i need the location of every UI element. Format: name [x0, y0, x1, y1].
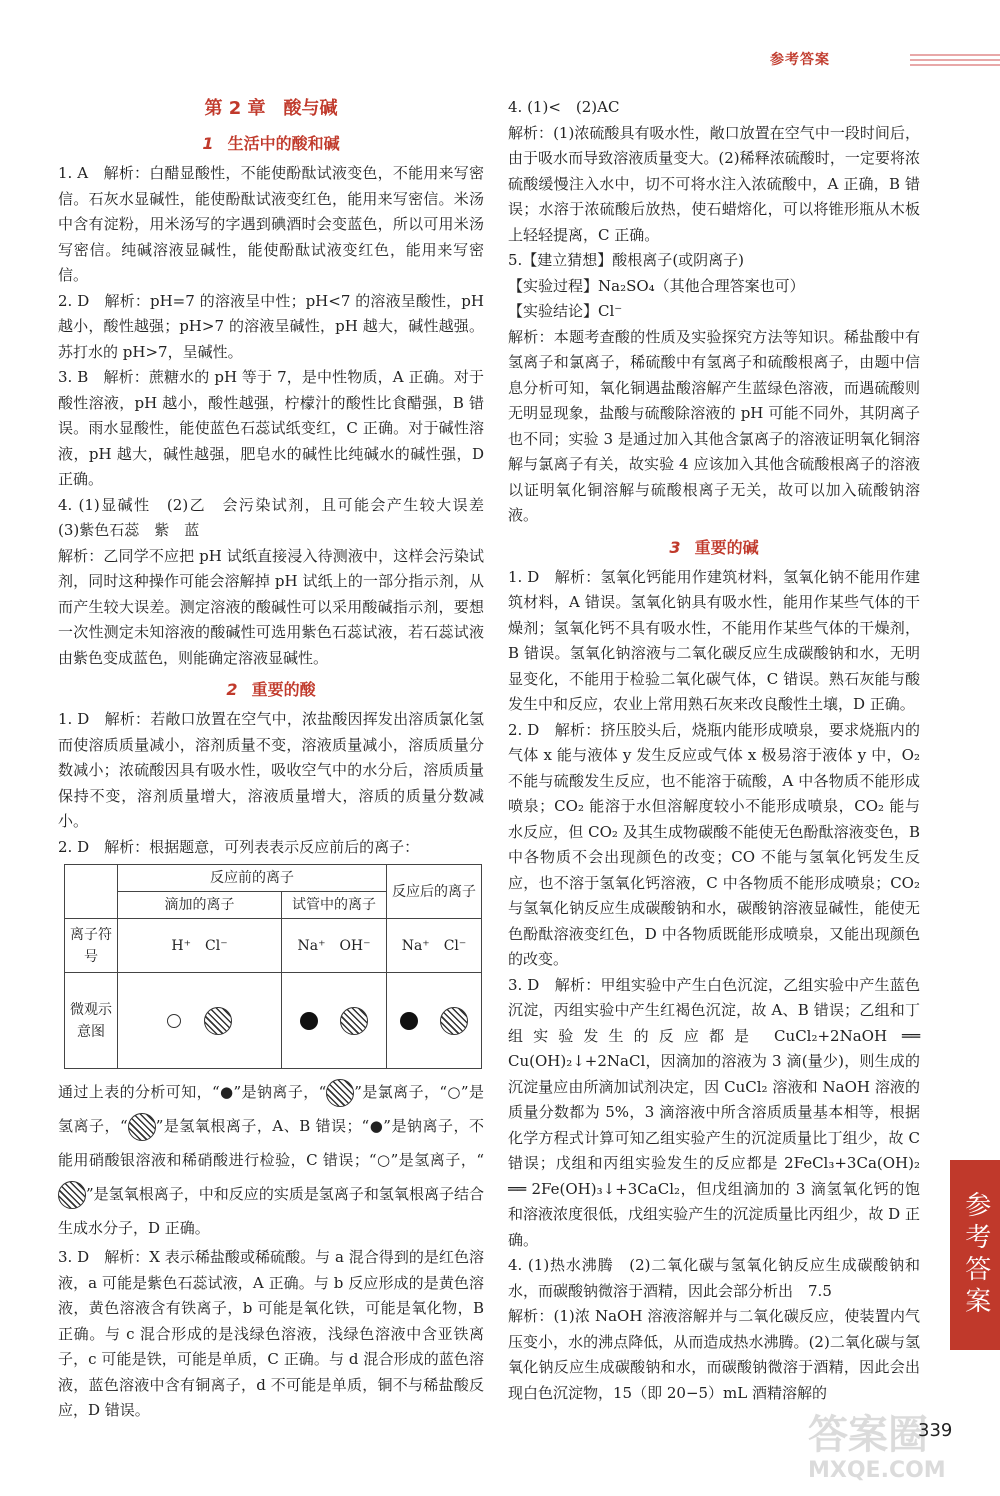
- table-header: 滴加的离子: [118, 892, 282, 919]
- answer-item: 1. D 解析：氢氧化钙能用作建筑材料，氢氧化钠不能用作建筑材料，A 错误。氢氧化钠具有吸水性，能用作某些气体的干燥剂；氢氧化钙不具有吸水性，不能用作某些气体的干燥剂，B 错误。氢氧化钠溶液与二氧化碳反应生成碳酸钠和水，无明显变化，不能用于检验二氧化碳气体，C 错误。熟石灰能与酸发生中和反应，农业上常用熟石灰来改良酸性土壤，D 正确。: [508, 567, 920, 713]
- watermark-url: MXQE.COM: [808, 1458, 946, 1483]
- row-label: 微观示意图: [65, 973, 118, 1069]
- answer-explanation: 解析：(1)浓 NaOH 溶液溶解并与二氧化碳反应，使装置内气压变小，水的沸点降低，从而造成热水沸腾。(2)二氧化碳与氢氧化钠反应生成碳酸钠和水，而碳酸钠微溶于酒精，因此会出现白色沉淀物，15（即 20−5）mL 酒精溶解的: [508, 1307, 920, 1402]
- page-number: 339: [918, 1420, 953, 1441]
- header-title: 参考答案: [770, 52, 830, 68]
- hydroxide-ion-icon: [340, 1007, 368, 1035]
- hydroxide-ion-icon: [128, 1113, 156, 1141]
- answer-explanation: 通过上表的分析可知，“●”是钠离子，“ ”是氯离子，“○”是氢离子，“ ”是氢氧根离子，A、B 错误；“●”是钠离子，不能用硝酸银溶液和稀硝酸进行检验，C 错误；“○”是氢离子，“”是氢氧根离子，中和反应的实质是氢离子和氢氧根离子结合生成水分子，D 正确。: [58, 1075, 484, 1245]
- answer-item: 3. D 解析：甲组实验中产生白色沉淀，乙组实验中产生蓝色沉淀，丙组实验中产生红褐色沉淀，故 A、B 错误；乙组和丁组实验发生的反应都是 CuCl₂+2NaOH ══ Cu(OH)₂↓+2NaCl，因滴加的溶液为 3 滴(量少)，则生成的沉淀量应由所滴加试剂决定，因 CuCl₂ 溶液和 NaOH 溶液的质量分数都为 5%，3 滴溶液中所含溶质质量基本相等，根据化学方程式计算可知乙组实验产生的沉淀质量比丁组少，故 C 错误；戊组和丙组实验发生的反应都是 2FeCl₃+3Ca(OH)₂ ══ 2Fe(OH)₃↓+3CaCl₂，但戊组滴加的 3 滴氢氧化钙的饱和溶液浓度很低，戊组实验产生的沉淀质量比丙组少，故 D 正确。: [508, 975, 920, 1249]
- right-column: [508, 95, 920, 1406]
- answer-explanation: 解析：本题考查酸的性质及实验探究方法等知识。稀盐酸中有氢离子和氯离子，稀硫酸中有氢离子和硫酸根离子，由题中信息分析可知，氧化铜遇盐酸溶解产生蓝绿色溶液，而遇硫酸则无明显现象，盐酸与硫酸除溶液的 pH 可能不同外，其阴离子也不同；实验 3 是通过加入其他含氯离子的溶液证明氧化铜溶解与氯离子有关，故实验 4 应该加入其他含硫酸根离子的溶液以证明氧化铜溶解与硫酸根离子无关，故可以加入硫酸钠溶液。: [508, 327, 920, 524]
- answer-item: 5.【建立猜想】酸根离子(或阴离子): [508, 251, 745, 269]
- answer-item: 3. D 解析：X 表示稀盐酸或稀硫酸。与 a 混合得到的是红色溶液，a 可能是紫色石蕊试液，A 正确。与 b 反应形成的是黄色溶液，黄色溶液含有铁离子，b 可能是氧化铁，可能是氧化物，B 正确。与 c 混合形成的是浅绿色溶液，浅绿色溶液中含亚铁离子，c 可能是铁，可能是单质，C 正确。与 d 混合形成的蓝色溶液，蓝色溶液中含有铜离子，d 不可能是单质，铜不与稀盐酸反应，D 错误。: [58, 1248, 484, 1419]
- table-header: 反应后的离子: [387, 865, 482, 919]
- chloride-ion-icon: [204, 1007, 232, 1035]
- answer-item: 2. D 解析：挤压胶头后，烧瓶内能形成喷泉，要求烧瓶内的气体 x 能与液体 y 发生反应或气体 x 极易溶于液体 y 中，O₂ 不能与硫酸发生反应，也不能溶于硫酸，A 中各物质不能形成喷泉；CO₂ 能溶于水但溶解度较小不能形成喷泉，CO₂ 能与水反应，但 CO₂ 及其生成物碳酸不能使无色酚酞溶液变色，B 中各物质不会出现颜色的改变；CO 不能与氢氧化钙发生反应，也不溶于氢氧化钙溶液，C 中各物质不能形成喷泉；CO₂ 与氢氧化钠反应生成碳酸钠和水，碳酸钠溶液显碱性，能使无色酚酞溶液变红色，D 中各物质既能形成喷泉，又能出现颜色的改变。: [508, 720, 920, 968]
- ion-table: [64, 864, 482, 1069]
- table-cell: [118, 973, 282, 1069]
- answer-item: 3. B 解析：蔗糖水的 pH 等于 7，是中性物质，A 正确。对于酸性溶液，pH 越小，酸性越强，柠檬汁的酸性比食醋强，B 错误。雨水显酸性，能使蓝色石蕊试纸变红，C 正确。对于碱性溶液，pH 越大，碱性越强，肥皂水的碱性比纯碱水的碱性强，D 正确。: [58, 368, 484, 488]
- answer-item: 4. (1)< (2)AC: [508, 98, 620, 116]
- answer-item: 1. A 解析：白醋显酸性，不能使酚酞试液变色，不能用来写密信。石灰水显碱性，能使酚酞试液变红色，能用来写密信。米汤中含有淀粉，用米汤写的字遇到碘酒时会变蓝色，所以可用米汤写密信。纯碱溶液显碱性，能使酚酞试液变红色，能用来写密信。: [58, 164, 484, 284]
- table-cell: [387, 973, 482, 1069]
- table-cell: Na⁺ Cl⁻: [387, 919, 482, 973]
- hydroxide-ion-icon: [58, 1181, 86, 1209]
- answer-explanation: 解析：乙同学不应把 pH 试纸直接浸入待测液中，这样会污染试剂，同时这种操作可能会溶解掉 pH 试纸上的一部分指示剂，从而产生较大误差。测定溶液的酸碱性可以采用酸碱指示剂，要想一次性测定未知溶液的酸碱性可选用紫色石蕊试液，若石蕊试液由紫色变成蓝色，则能确定溶液显碱性。: [58, 546, 484, 667]
- chloride-ion-icon: [326, 1079, 354, 1107]
- section-3-title: 3 重要的碱: [669, 537, 759, 557]
- answer-item: 1. D 解析：若敞口放置在空气中，浓盐酸因挥发出溶质氯化氢而使溶质质量减小，溶剂质量不变，溶液质量减小，溶质质量分数减小；浓硫酸因具有吸水性，吸收空气中的水分后，溶质质量保持不变，溶剂质量增大，溶液质量增大，溶质的质量分数减小。: [58, 710, 484, 830]
- page-header: [760, 40, 1000, 76]
- watermark: [808, 1412, 998, 1492]
- chloride-ion-icon: [440, 1007, 468, 1035]
- header-decoration: [910, 54, 1000, 68]
- table-cell: [282, 973, 387, 1069]
- row-label: 离子符号: [65, 919, 118, 973]
- chapter-title: 第 2 章 酸与碱: [204, 98, 338, 119]
- left-column: [58, 95, 500, 1424]
- table-header: 试管中的离子: [282, 892, 387, 919]
- hydrogen-ion-icon: [167, 1014, 181, 1028]
- answer-item: 2. D 解析：根据题意，可列表表示反应前后的离子：: [58, 837, 420, 856]
- sodium-ion-icon: [400, 1012, 418, 1030]
- section-2-title: 2 重要的酸: [226, 680, 316, 699]
- watermark-text: 答案圈: [808, 1412, 928, 1458]
- table-cell: H⁺ Cl⁻: [118, 919, 282, 973]
- table-header: 反应前的离子: [118, 865, 387, 892]
- answer-item: 4. (1)热水沸腾 (2)二氧化碳与氢氧化钠反应生成碳酸钠和水，而碳酸钠微溶于酒精，因此会部分析出 7.5: [508, 1256, 920, 1300]
- answer-item: 2. D 解析：pH=7 的溶液呈中性；pH<7 的溶液呈酸性，pH 越小，酸性越强；pH>7 的溶液呈碱性，pH 越大，碱性越强。苏打水的 pH>7，呈碱性。: [58, 291, 484, 361]
- table-cell: Na⁺ OH⁻: [282, 919, 387, 973]
- answer-explanation: 解析：(1)浓硫酸具有吸水性，敞口放置在空气中一段时间后，由于吸水而导致溶液质量变大。(2)稀释浓硫酸时，一定要将浓硫酸缓慢注入水中，切不可将水注入浓硫酸中，A 正确，B 错误；水溶于浓硫酸后放热，使石蜡熔化，可以将锥形瓶从木板上轻轻提离，C 正确。: [508, 123, 920, 244]
- answer-item: 4. (1)显碱性 (2)乙 会污染试剂，且可能会产生较大误差 (3)紫色石蕊 紫 蓝: [58, 495, 500, 539]
- answer-item: 【实验结论】Cl⁻: [508, 302, 623, 320]
- section-1-title: 1 生活中的酸和碱: [202, 134, 340, 153]
- answer-item: 【实验过程】Na₂SO₄（其他合理答案也可）: [508, 276, 805, 295]
- side-tab: 参考答案: [950, 1160, 1000, 1350]
- sodium-ion-icon: [300, 1012, 318, 1030]
